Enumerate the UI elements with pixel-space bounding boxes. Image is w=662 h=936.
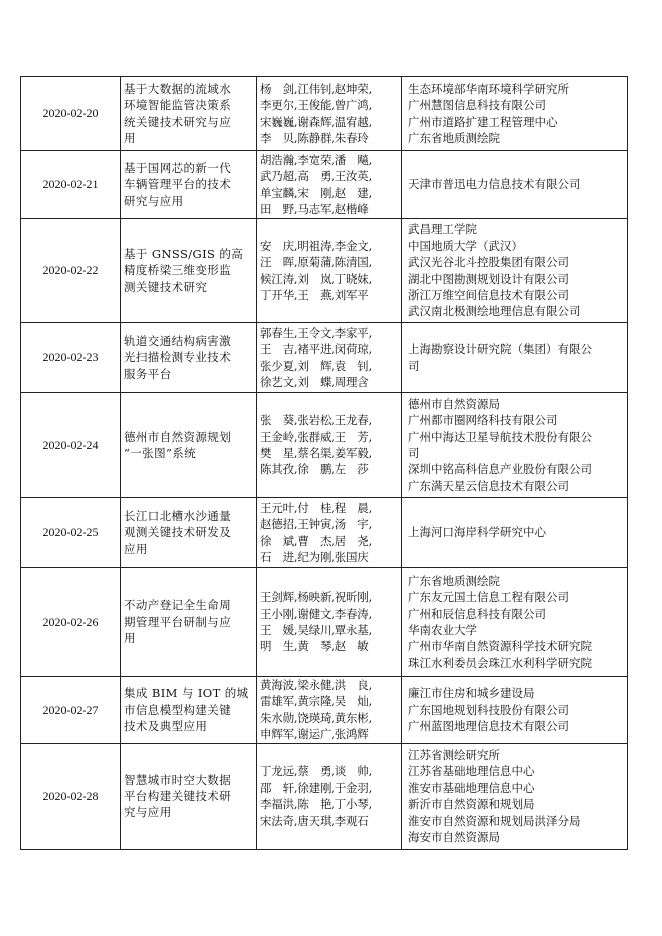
date-cell: 2020-02-28 xyxy=(21,743,121,849)
project-name-cell-line: 观测关键技术研发及 xyxy=(124,525,232,540)
people-cell-line: 李福洪,陈 艳,丁小琴, xyxy=(260,797,373,812)
people-cell-line: 宋巍巍,谢森辉,温宥越, xyxy=(260,114,373,129)
organizations-cell-line: 司 xyxy=(408,446,420,460)
organizations-cell-line: 珠江水利委员会珠江水利科学研究院 xyxy=(408,655,592,670)
people-cell-line: 黄海波,梁永健,洪 良, xyxy=(260,678,373,692)
people-cell-line: 徐 斌,曹 杰,居 尧, xyxy=(260,533,373,548)
people-cell-line: 邵 轩,徐建刚,于金羽, xyxy=(260,780,373,795)
people-cell-line: 徐艺文,刘 蝶,周理含 xyxy=(260,374,369,389)
date-cell: 2020-02-20 xyxy=(21,77,121,151)
organizations-cell-line: 广州市道路扩建工程管理中心 xyxy=(408,114,558,129)
organizations-cell-line: 江苏省基础地理信息中心 xyxy=(408,764,535,779)
people-cell-line: 赵德招,王钟寅,汤 宇, xyxy=(260,517,373,532)
people-cell xyxy=(257,219,402,323)
project-name-cell xyxy=(121,151,257,219)
organizations-cell-line: 天津市普迅电力信息技术有限公司 xyxy=(408,177,581,192)
people-cell xyxy=(257,568,402,677)
people-cell-line: 丁开华,王 燕,刘军平 xyxy=(260,287,369,302)
project-name-cell-line: 长江口北槽水沙通量 xyxy=(124,508,232,523)
organizations-cell-line: 生态环境部华南环境科学研究所 xyxy=(408,81,569,96)
organizations-cell-line: 武昌理工学院 xyxy=(408,222,477,237)
organizations-cell-line: 广州市华南自然资源科学技术研究院 xyxy=(408,639,592,654)
project-name-cell xyxy=(121,498,257,568)
project-name-cell-line: 光扫描检测专业技术 xyxy=(124,350,232,365)
organizations-cell-line: 中国地质大学（武汉） xyxy=(408,238,523,253)
organizations-cell-line: 广东满天星云信息技术有限公司 xyxy=(408,478,569,493)
table-row xyxy=(21,677,628,744)
people-cell-line: 朱水勋,饶瑛琦,黄东彬, xyxy=(260,710,373,725)
people-cell-line: 候江涛,刘 岚,丁晓妹, xyxy=(260,271,373,286)
date-cell: 2020-02-26 xyxy=(21,568,121,677)
people-cell xyxy=(257,393,402,498)
people-cell-line: 申辉军,谢运广,张鸿辉 xyxy=(260,727,369,742)
organizations-cell xyxy=(402,151,628,219)
organizations-cell xyxy=(402,498,628,568)
date-cell: 2020-02-23 xyxy=(21,323,121,393)
project-name-cell xyxy=(121,323,257,393)
organizations-cell-line: 广东省地质测绘院 xyxy=(408,130,500,145)
people-cell xyxy=(257,498,402,568)
organizations-cell-line: 新沂市自然资源和规划局 xyxy=(408,797,535,812)
table-row xyxy=(21,393,628,498)
people-cell-line: 汪 晖,原菊蒲,陈清国, xyxy=(260,255,373,270)
project-name-cell-line: 市信息模型构建关键 xyxy=(124,702,232,717)
project-name-cell-line: 究与应用 xyxy=(124,805,172,820)
organizations-cell-line: 江苏省测绘研究所 xyxy=(408,747,500,762)
table-row xyxy=(21,568,628,677)
people-cell-line: 安 庆,明祖涛,李金文, xyxy=(260,238,373,253)
people-cell-line: 胡浩瀚,李宽荣,潘 飚, xyxy=(260,152,373,167)
table-row xyxy=(21,498,628,568)
people-cell-line: 张 葵,张岩松,王龙春, xyxy=(260,413,373,428)
organizations-cell-line: 武汉光谷北斗控股集团有限公司 xyxy=(408,255,569,270)
project-name-cell-line: 统关键技术研究与应 xyxy=(124,114,232,129)
project-name-cell xyxy=(121,677,257,744)
organizations-cell-line: 广州蓝图地理信息技术有限公司 xyxy=(408,719,569,734)
project-name-cell-line: 智慧城市时空大数据 xyxy=(124,772,232,787)
project-name-cell xyxy=(121,568,257,677)
project-name-cell-line: 基于国网芯的新一代 xyxy=(124,160,232,175)
people-cell xyxy=(257,323,402,393)
organizations-cell-line: 上海勘察设计研究院（集团）有限公 xyxy=(408,342,592,357)
people-cell-line: 王元叶,付 桂,程 晨, xyxy=(260,500,373,515)
table-row xyxy=(21,219,628,323)
project-name-cell-line: 环境智能监管决策系 xyxy=(124,98,232,113)
people-cell-line: 郭春生,王令文,李家平, xyxy=(260,325,373,340)
people-cell-line: 单宝麟,宋 刚,赵 建, xyxy=(260,185,373,200)
table-row xyxy=(21,77,628,151)
people-cell-line: 武乃超,高 勇,王汝英, xyxy=(260,169,373,184)
table-row xyxy=(21,743,628,849)
organizations-cell-line: 华南农业大学 xyxy=(408,623,477,637)
project-name-cell-line: 基于 GNSS/GIS 的高 xyxy=(124,246,244,261)
project-name-cell xyxy=(121,743,257,849)
organizations-cell-line: 广州都市圈网络科技有限公司 xyxy=(408,413,558,428)
project-name-cell-line: 研究与应用 xyxy=(124,193,184,208)
people-cell-line: 明 生,黄 琴,赵 敏 xyxy=(260,639,369,654)
project-name-cell-line: 德州市自然资源规划 xyxy=(124,429,232,444)
project-name-cell-line: 集成 BIM 与 IOT 的城 xyxy=(124,686,249,701)
project-name-cell-line: 轨道交通结构病害激 xyxy=(124,333,232,348)
organizations-cell xyxy=(402,219,628,323)
people-cell-line: 石 进,纪为刚,张国庆 xyxy=(260,549,369,564)
date-cell: 2020-02-22 xyxy=(21,219,121,323)
project-name-cell-line: 用 xyxy=(124,631,136,646)
date-cell: 2020-02-21 xyxy=(21,151,121,219)
people-cell-line: 宋法奇,唐天琪,李观石 xyxy=(260,813,369,828)
date-cell: 2020-02-25 xyxy=(21,498,121,568)
awards-table xyxy=(20,76,628,850)
project-name-cell-line: 平台构建关键技术研 xyxy=(124,788,232,803)
people-cell-line: 田 野,马志军,赵楷峰 xyxy=(260,201,369,216)
table-body xyxy=(21,77,628,850)
project-name-cell xyxy=(121,77,257,151)
organizations-cell-line: 海安市自然资源局 xyxy=(408,829,500,844)
project-name-cell-line: 期管理平台研制与应 xyxy=(124,614,232,629)
date-cell: 2020-02-27 xyxy=(21,677,121,744)
people-cell-line: 陈其孜,徐 鹏,左 莎 xyxy=(260,462,369,477)
organizations-cell-line: 浙江万维空间信息技术有限公司 xyxy=(408,287,569,302)
people-cell-line: 王剑辉,杨映新,祝昕刚, xyxy=(260,590,373,605)
people-cell-line: 雷雄军,黄宗隆,吴 灿, xyxy=(260,694,373,709)
project-name-cell xyxy=(121,393,257,498)
people-cell-line: 杨 剑,江伟钊,赵坤荣, xyxy=(260,81,373,96)
people-cell-line: 王小刚,谢健文,李春涛, xyxy=(260,606,373,621)
project-name-cell-line: “一张图”系统 xyxy=(124,446,197,460)
organizations-cell-line: 广东省地质测绘院 xyxy=(408,573,500,588)
project-name-cell-line: 基于大数据的流域水 xyxy=(124,81,232,96)
organizations-cell xyxy=(402,393,628,498)
people-cell xyxy=(257,743,402,849)
organizations-cell-line: 湖北中图勘测规划设计有限公司 xyxy=(408,271,569,286)
project-name-cell-line: 应用 xyxy=(124,541,148,556)
organizations-cell-line: 武汉南北极测绘地理信息有限公司 xyxy=(408,304,581,319)
people-cell-line: 李 贝,陈静群,朱春玲 xyxy=(260,130,369,145)
people-cell xyxy=(257,77,402,151)
organizations-cell-line: 淮安市基础地理信息中心 xyxy=(408,780,535,795)
organizations-cell xyxy=(402,77,628,151)
organizations-cell xyxy=(402,743,628,849)
people-cell-line: 樊 星,蔡名渠,姜军毅, xyxy=(260,446,373,460)
project-name-cell-line: 用 xyxy=(124,130,136,145)
organizations-cell-line: 广州和辰信息科技有限公司 xyxy=(408,606,546,621)
organizations-cell-line: 上海河口海岸科学研究中心 xyxy=(408,525,546,540)
organizations-cell-line: 司 xyxy=(408,358,420,373)
project-name-cell-line: 测关键技术研究 xyxy=(124,279,208,294)
organizations-cell xyxy=(402,323,628,393)
people-cell-line: 王金岭,张群威,王 芳, xyxy=(260,429,373,444)
organizations-cell-line: 广州慧图信息科技有限公司 xyxy=(408,98,546,113)
organizations-cell-line: 广州中海达卫星导航技术股份有限公 xyxy=(408,429,592,444)
people-cell-line: 张少夏,刘 辉,袁 钊, xyxy=(260,358,373,373)
organizations-cell-line: 德州市自然资源局 xyxy=(408,396,500,411)
project-name-cell xyxy=(121,219,257,323)
people-cell-line: 王 吉,褚平进,闵荷琼, xyxy=(260,342,373,357)
people-cell-line: 王 媛,吴绿川,覃永基, xyxy=(260,623,373,637)
organizations-cell xyxy=(402,677,628,744)
people-cell-line: 李更尔,王俊能,曾广鸿, xyxy=(260,98,373,113)
project-name-cell-line: 不动产登记全生命周 xyxy=(124,598,232,613)
table-row xyxy=(21,151,628,219)
organizations-cell-line: 廉江市住房和城乡建设局 xyxy=(408,686,535,701)
organizations-cell xyxy=(402,568,628,677)
organizations-cell-line: 深圳中铭高科信息产业股份有限公司 xyxy=(408,462,592,477)
project-name-cell-line: 技术及典型应用 xyxy=(124,719,208,734)
people-cell-line: 丁龙远,蔡 勇,谈 帅, xyxy=(260,764,373,779)
project-name-cell-line: 车辆管理平台的技术 xyxy=(124,177,232,192)
people-cell xyxy=(257,151,402,219)
project-name-cell-line: 精度桥梁三维变形监 xyxy=(124,263,232,278)
project-name-cell-line: 服务平台 xyxy=(124,366,172,381)
people-cell xyxy=(257,677,402,744)
table-row xyxy=(21,323,628,393)
date-cell: 2020-02-24 xyxy=(21,393,121,498)
organizations-cell-line: 淮安市自然资源和规划局洪泽分局 xyxy=(408,813,581,828)
organizations-cell-line: 广东国地规划科技股份有限公司 xyxy=(408,702,569,717)
organizations-cell-line: 广东友元国土信息工程有限公司 xyxy=(408,590,569,605)
